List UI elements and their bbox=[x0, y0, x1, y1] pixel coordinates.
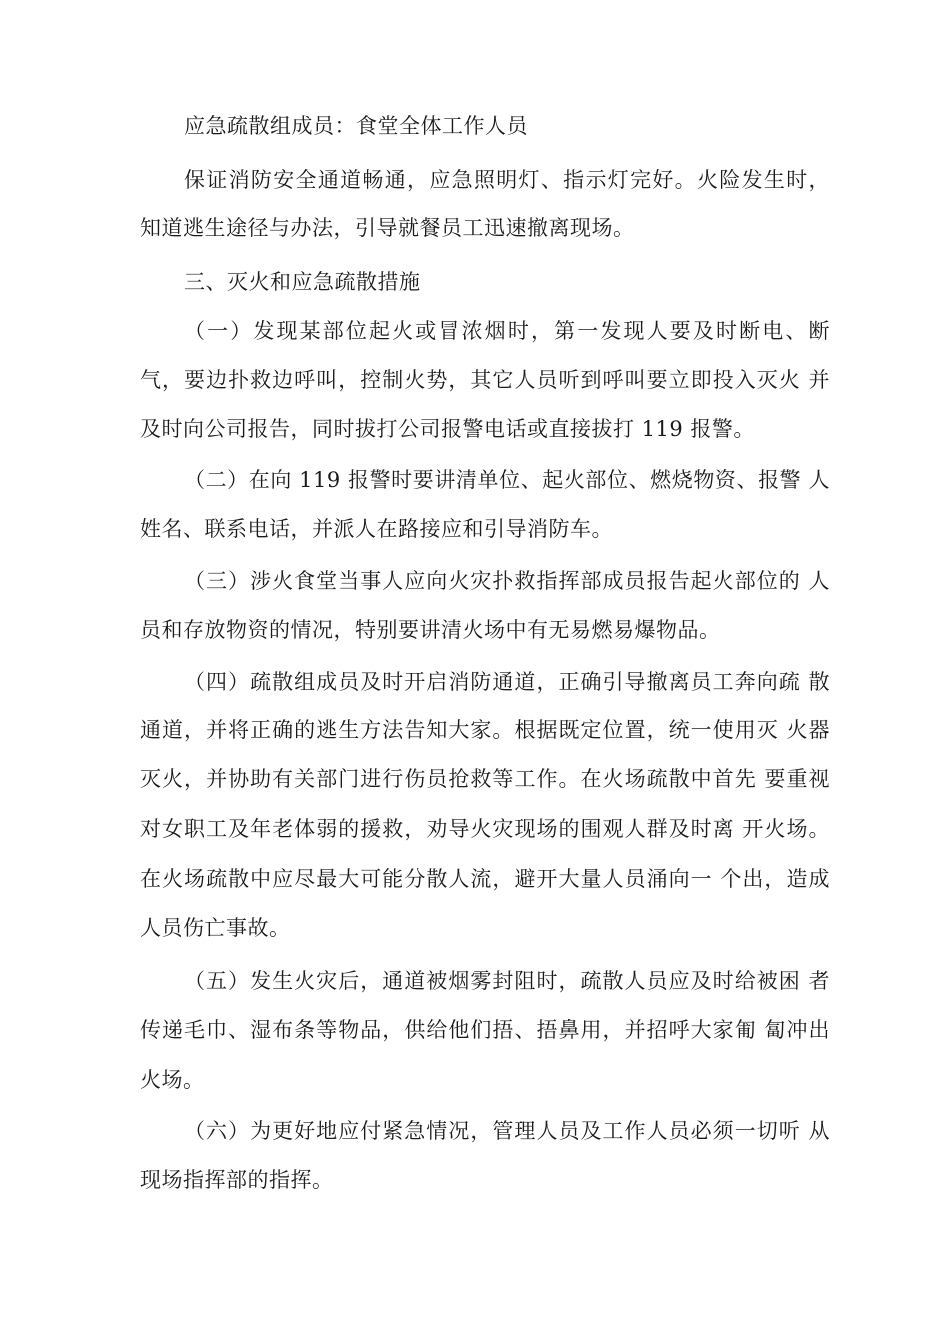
text-line: 姓名、联系电话，并派人在路接应和引导消防车。 bbox=[140, 517, 613, 541]
text-line: 保证消防安全通道畅通，应急照明灯、指示灯完好。火险发生时， bbox=[184, 168, 830, 192]
text-line: 火场。 bbox=[140, 1068, 205, 1092]
text-line: 应急疏散组成员：食堂全体工作人员 bbox=[184, 114, 528, 138]
section-heading: 三、灭火和应急疏散措施 bbox=[184, 270, 421, 294]
text-line: （四）疏散组成员及时开启消防通道，正确引导撤离员工奔向疏 散 bbox=[184, 670, 830, 694]
text-line: 对女职工及年老体弱的援救，劝导火灾现场的围观人群及时离 开火场。 bbox=[140, 817, 830, 841]
text-line: 气，要边扑救边呼叫，控制火势，其它人员听到呼叫要立即投入灭火 并 bbox=[140, 368, 830, 392]
text-line: （五）发生火灾后，通道被烟雾封阻时，疏散人员应及时给被困 者 bbox=[184, 969, 830, 993]
text-line: 灭火，并协助有关部门进行伤员抢救等工作。在火场疏散中首先 要重视 bbox=[140, 767, 830, 791]
text-line: 人员伤亡事故。 bbox=[140, 916, 291, 940]
text-line: （二）在向 119 报警时要讲清单位、起火部位、燃烧物资、报警 人 bbox=[184, 468, 830, 492]
text-line: （一）发现某部位起火或冒浓烟时，第一发现人要及时断电、断 bbox=[184, 319, 830, 343]
text-line: 现场指挥部的指挥。 bbox=[140, 1168, 334, 1192]
text-line: 通道，并将正确的逃生方法告知大家。根据既定位置，统一使用灭 火器 bbox=[140, 718, 830, 742]
text-line: （六）为更好地应付紧急情况，管理人员及工作人员必须一切听 从 bbox=[184, 1119, 830, 1143]
text-line: （三）涉火食堂当事人应向火灾扑救指挥部成员报告起火部位的 人 bbox=[184, 569, 830, 593]
text-line: 及时向公司报告，同时拔打公司报警电话或直接拔打 119 报警。 bbox=[140, 417, 755, 441]
text-line: 员和存放物资的情况，特别要讲清火场中有无易燃易爆物品。 bbox=[140, 618, 721, 642]
text-line: 传递毛巾、湿布条等物品，供给他们捂、捂鼻用，并招呼大家匍 匐冲出 bbox=[140, 1018, 830, 1042]
text-line: 知道逃生途径与办法，引导就餐员工迅速撤离现场。 bbox=[140, 216, 635, 240]
text-line: 在火场疏散中应尽最大可能分散人流，避开大量人员涌向一 个出，造成 bbox=[140, 867, 830, 891]
